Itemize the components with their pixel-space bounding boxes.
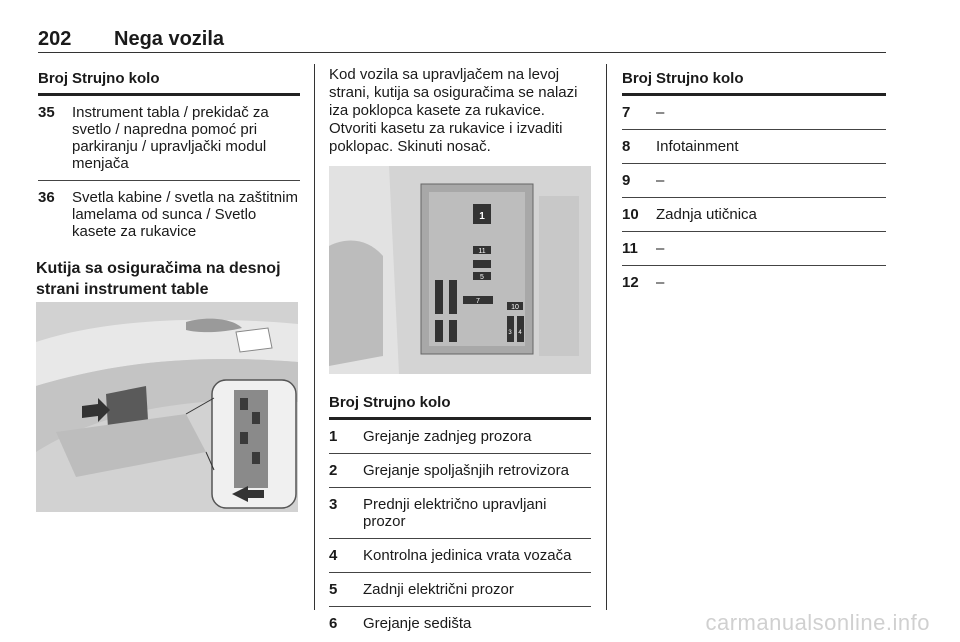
table-row [622, 266, 886, 300]
fuse-number: 3 [329, 488, 363, 539]
chapter-title: Nega vozila [114, 28, 225, 50]
fuse-circuit: Kontrolna jedinica vrata vozača [363, 539, 591, 573]
column-divider [314, 64, 315, 610]
fuse-table-left [38, 70, 300, 248]
fuse-circuit: Grejanje zadnjeg prozora [363, 419, 591, 454]
glovebox-illustration [36, 302, 298, 512]
table-row [329, 539, 591, 573]
col-header-number: Broj [622, 70, 656, 95]
fuse-circuit: Prednji električno upravljani prozor [363, 488, 591, 539]
fuse-number: 5 [329, 573, 363, 607]
fuse-number: 9 [622, 164, 656, 198]
fuse-circuit: Infotainment [656, 130, 886, 164]
fuse-number: 2 [329, 454, 363, 488]
table-row [329, 573, 591, 607]
fuse-number: 12 [622, 274, 639, 291]
fuse-number: 1 [329, 419, 363, 454]
fuse-number: 35 [38, 95, 72, 181]
footer-watermark: carmanualsonline.info [705, 610, 930, 635]
col-header-circuit: Strujno kolo [363, 394, 591, 419]
fuse-box-illustration [329, 166, 591, 374]
fuse-label-3: 3 [508, 330, 512, 336]
fuse-label-5: 5 [480, 274, 484, 281]
fuse-circuit: Zadnji električni prozor [363, 573, 591, 607]
table-row [622, 232, 886, 266]
col-header-number: Broj [329, 394, 363, 419]
page-header [38, 28, 886, 53]
fuse-table-middle [329, 394, 591, 640]
table-row [622, 130, 886, 164]
col-header-circuit: Strujno kolo [72, 70, 300, 95]
fuse-circuit: Grejanje spoljašnjih retrovizora [363, 454, 591, 488]
fuse-label-1: 1 [479, 211, 485, 222]
table-row [329, 488, 591, 539]
fuse-label-7: 7 [476, 298, 480, 305]
fuse-circuit: Zadnja utičnica [656, 198, 886, 232]
fuse-number: 10 [622, 198, 656, 232]
page-number: 202 [38, 28, 72, 50]
table-row [622, 164, 886, 198]
table-row [38, 95, 300, 181]
fuse-label-11: 11 [478, 248, 486, 255]
table-row [622, 95, 886, 130]
fuse-circuit: Svetla kabine / svetla na zaštitnim lamelama od sunca / Svetlo kasete za rukavice [72, 189, 298, 240]
fuse-circuit: – [656, 274, 665, 291]
col-header-circuit: Strujno kolo [656, 70, 886, 95]
fuse-label-10: 10 [511, 304, 519, 311]
fuse-circuit: – [656, 95, 886, 130]
fuse-circuit: Grejanje sedišta [363, 615, 472, 632]
section-heading: Kutija sa osiguračima na desnoj strani instrument table [36, 260, 281, 298]
fuse-table-right [622, 70, 886, 299]
fuse-number: 6 [329, 615, 338, 632]
fuse-circuit: – [656, 232, 886, 266]
table-row [329, 419, 591, 454]
column-divider [606, 64, 607, 610]
table-row [38, 181, 300, 249]
fuse-number: 7 [622, 95, 656, 130]
table-row [329, 454, 591, 488]
fuse-number: 4 [329, 539, 363, 573]
table-row [329, 607, 591, 641]
table-row [622, 198, 886, 232]
fuse-number: 8 [622, 130, 656, 164]
fuse-circuit: – [656, 164, 886, 198]
fuse-number: 11 [622, 232, 656, 266]
instructions-paragraph: Kod vozila sa upravljačem na levoj strani, kutija sa osiguračima se nalazi iza poklopca kasete za rukavice. Otvoriti kasetu za rukavice i izvaditi poklopac. Skinuti nosač. [329, 66, 578, 155]
fuse-number: 36 [38, 189, 55, 206]
fuse-label-4: 4 [518, 330, 522, 336]
fuse-circuit: Instrument tabla / prekidač za svetlo / napredna pomoć pri parkiranju / upravljački modul menjača [72, 95, 300, 181]
col-header-number: Broj [38, 70, 72, 95]
